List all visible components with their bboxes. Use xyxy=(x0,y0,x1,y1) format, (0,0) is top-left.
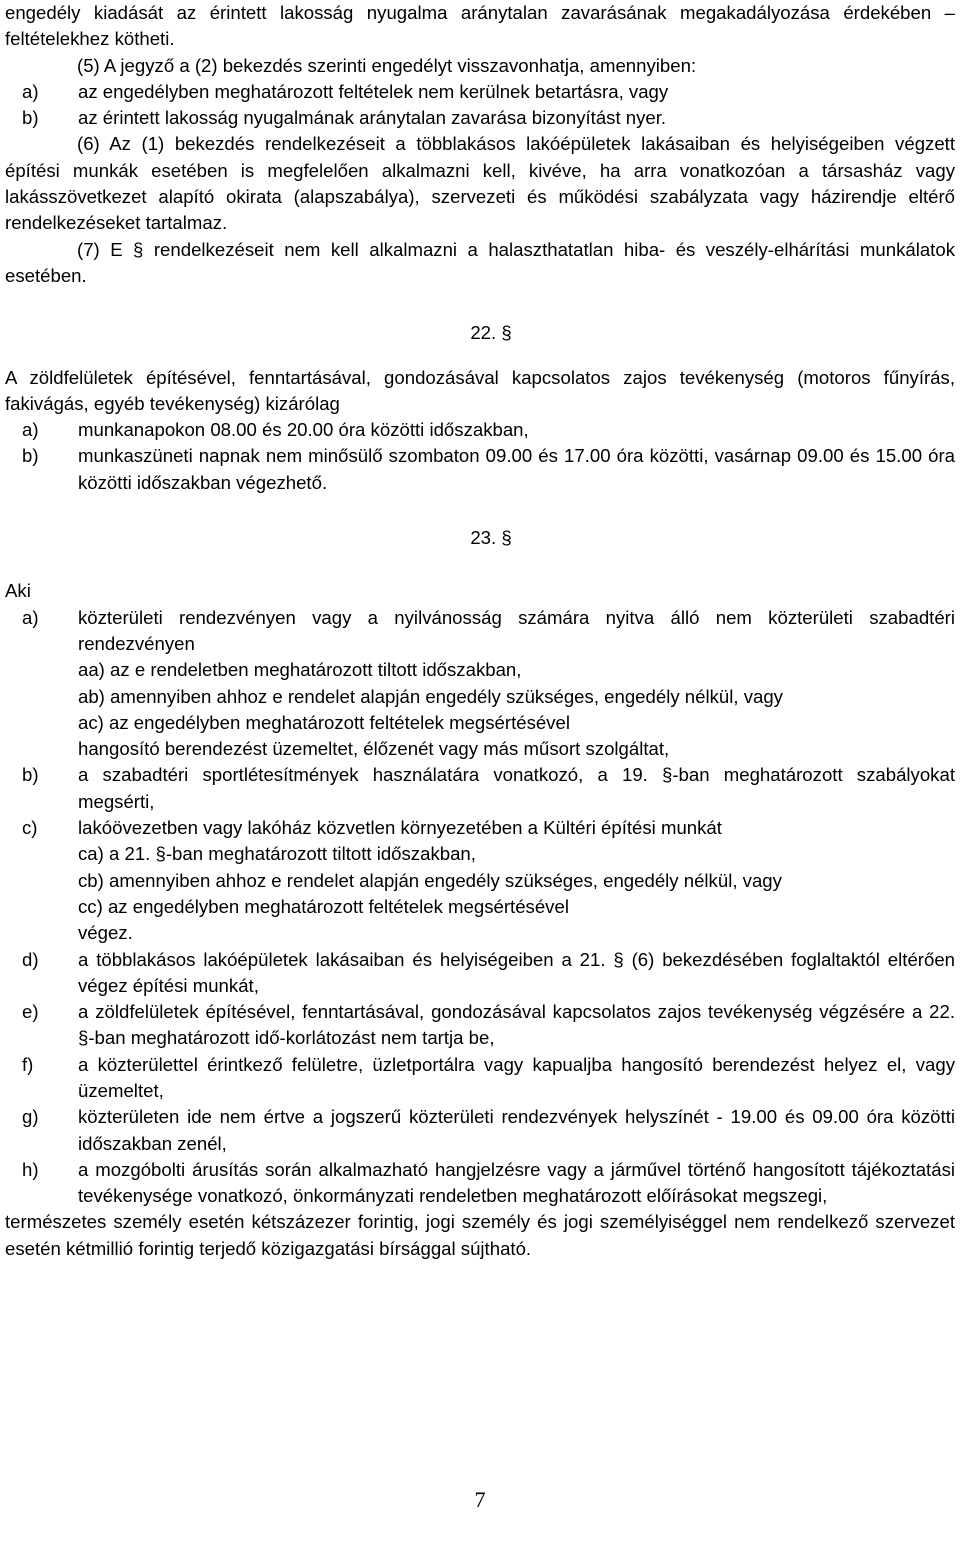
section-23-intro: Aki xyxy=(5,580,31,602)
list-item xyxy=(5,105,955,131)
list-text: a közterülettel érintkező felületre, üzletportálra vagy kapualjba hangosító berendezést helyez el, vagy üzemeltet, xyxy=(78,1053,955,1101)
sub-item: végez. xyxy=(78,922,133,944)
paragraph-7: (7) E § rendelkezéseit nem kell alkalmazni a halaszthatatlan hiba- és veszély-elhárítási munkálatok esetében. xyxy=(5,238,955,286)
document-page xyxy=(5,0,955,1262)
paragraph-continuation: engedély kiadását az érintett lakosság nyugalma aránytalan zavarásának megakadályozása érdekében – feltételekhez kötheti. xyxy=(5,2,955,50)
list-item xyxy=(5,79,955,105)
list-item xyxy=(5,815,955,841)
list-item xyxy=(5,947,955,1000)
list-label: e) xyxy=(22,1001,39,1023)
sub-item: aa) az e rendeletben meghatározott tiltott időszakban, xyxy=(78,659,522,681)
section-heading-22: 22. § xyxy=(470,322,512,344)
list-text: munkanapokon 08.00 és 20.00 óra közötti időszakban, xyxy=(78,419,529,441)
list-label: b) xyxy=(22,445,39,467)
list-item xyxy=(5,1157,955,1210)
list-label: b) xyxy=(22,107,39,129)
list-text: közterületi rendezvényen vagy a nyilvánosság számára nyitva álló nem közterületi szabadtéri rendezvényen xyxy=(78,606,955,654)
list-text: munkaszüneti napnak nem minősülő szombaton 09.00 és 17.00 óra közötti, vasárnap 09.00 és 15.00 óra közötti időszakban végezhető. xyxy=(78,445,955,493)
section-heading-23: 23. § xyxy=(470,527,512,549)
list-item xyxy=(5,1052,955,1105)
sub-item: cc) az engedélyben meghatározott feltételek megsértésével xyxy=(78,895,569,917)
sub-item: ab) amennyiben ahhoz e rendelet alapján engedély szükséges, engedély nélkül, vagy xyxy=(78,685,783,707)
list-label: f) xyxy=(22,1053,34,1075)
list-label: a) xyxy=(22,606,39,628)
list-label: a) xyxy=(22,419,39,441)
sub-item: hangosító berendezést üzemeltet, élőzenét vagy más műsort szolgáltat, xyxy=(78,738,670,760)
list-text: a zöldfelületek építésével, fenntartásával, gondozásával kapcsolatos zajos tevékenység végzésére a 22. §-ban meghatározott idő-korlátozást nem tartja be, xyxy=(78,1001,955,1049)
list-label: h) xyxy=(22,1158,39,1180)
list-label: b) xyxy=(22,764,39,786)
list-item xyxy=(5,762,955,815)
list-item xyxy=(5,605,955,658)
list-label: a) xyxy=(22,80,39,102)
section-23-closing: természetes személy esetén kétszázezer forintig, jogi személy és jogi személyiséggel nem rendelkező szervezet esetén kétmillió forintig terjedő közigazgatási bírsággal sújtható. xyxy=(5,1211,955,1259)
list-text: a szabadtéri sportlétesítmények használatára vonatkozó, a 19. §-ban meghatározott szabályokat megsérti, xyxy=(78,764,955,812)
list-item xyxy=(5,999,955,1052)
page-number: 7 xyxy=(474,1487,486,1512)
list-item xyxy=(5,417,955,443)
list-label: d) xyxy=(22,948,39,970)
list-text: közterületen ide nem értve a jogszerű közterületi rendezvények helyszínét - 19.00 és 09.00 óra közötti időszakban zenél, xyxy=(78,1106,955,1154)
paragraph-5: (5) A jegyző a (2) bekezdés szerinti engedélyt visszavonhatja, amennyiben: xyxy=(77,54,697,76)
list-label: g) xyxy=(22,1106,39,1128)
list-text: az érintett lakosság nyugalmának aránytalan zavarása bizonyítást nyer. xyxy=(78,107,667,129)
list-text: az engedélyben meghatározott feltételek nem kerülnek betartásra, vagy xyxy=(78,80,669,102)
paragraph-6: (6) Az (1) bekezdés rendelkezéseit a többlakásos lakóépületek lakásaiban és helyiségeiben végzett építési munkák esetében is megfelelően alkalmazni kell, kivéve, ha arra vonatkozóan a társasház vagy lakásszövetkezet alapító okirata (alapszabálya), szervezeti és működési szabályzata vagy házirendje eltérő rendelkezéseket tartalmaz. xyxy=(5,133,955,234)
list-item xyxy=(5,443,955,496)
sub-item: cb) amennyiben ahhoz e rendelet alapján engedély szükséges, engedély nélkül, vagy xyxy=(78,869,782,891)
list-text: a mozgóbolti árusítás során alkalmazható hangjelzésre vagy a járművel történő hangosított tájékoztatási tevékenysége vonatkozó, önkormányzati rendeletben meghatározott előírásokat megszegi, xyxy=(78,1158,955,1207)
list-item xyxy=(5,1104,955,1157)
sub-item: ca) a 21. §-ban meghatározott tiltott időszakban, xyxy=(78,843,476,865)
list-text: a többlakásos lakóépületek lakásaiban és helyiségeiben a 21. § (6) bekezdésében foglaltaktól eltérően végez építési munkát, xyxy=(78,948,955,996)
list-text: lakóövezetben vagy lakóház közvetlen környezetében a Kültéri építési munkát xyxy=(78,817,722,839)
section-22-intro: A zöldfelületek építésével, fenntartásával, gondozásával kapcsolatos zajos tevékenység (motoros fűnyírás, fakivágás, egyéb tevékenység) kizárólag xyxy=(5,366,955,414)
sub-item: ac) az engedélyben meghatározott feltételek megsértésével xyxy=(78,711,570,733)
list-label: c) xyxy=(22,817,38,839)
